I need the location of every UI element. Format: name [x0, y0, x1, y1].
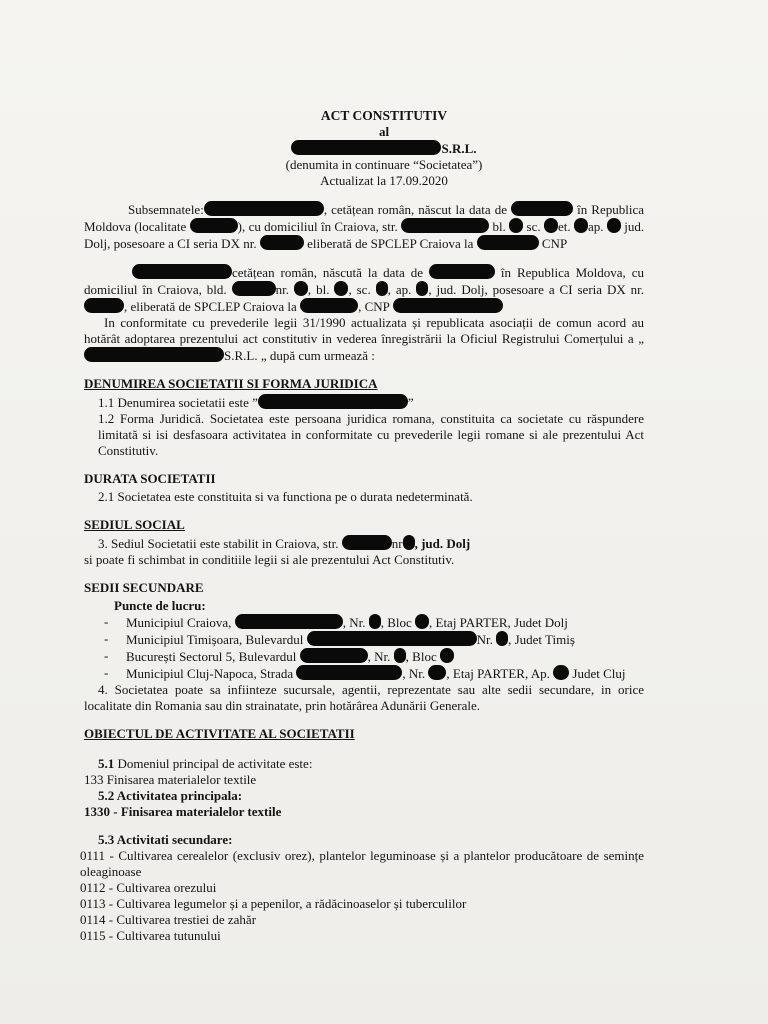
workpoint-text: , Nr. [402, 666, 426, 681]
redaction-mark [401, 218, 489, 233]
redaction-mark [544, 218, 558, 233]
redaction-mark [190, 218, 238, 233]
redaction-mark [509, 218, 523, 233]
list-dash: - [104, 631, 109, 646]
clause-text: Domeniul principal de activitate este: [117, 756, 313, 771]
section-5-heading: OBIECTUL DE ACTIVITATE AL SOCIETATII [84, 726, 355, 741]
redaction-mark [84, 347, 224, 362]
intro-text: domiciliul în Craiova, bld. [84, 282, 227, 297]
main-activity: 1330 - Finisarea materialelor textile [84, 804, 282, 819]
redaction-mark [376, 281, 388, 296]
intro-text: eliberată de SPCLEP Craiova la [307, 236, 474, 251]
redaction-mark [204, 201, 324, 216]
redaction-mark [232, 281, 276, 296]
clause-5-2: 5.2 Activitatea principala: [98, 788, 243, 803]
section-2-heading: DURATA SOCIETATII [84, 471, 216, 486]
intro-text: , bl. [307, 282, 330, 297]
redaction-mark [296, 665, 402, 680]
secondary-activities-list [80, 848, 644, 944]
workpoint-text: București Sectorul 5, Bulevardul [126, 649, 297, 664]
clause-text: 1.1 Denumirea societatii este ” [98, 395, 258, 410]
clause-text: 3. Sediul Societatii este stabilit in Craiova, str. [98, 536, 339, 551]
clause-1-2: 1.2 Forma Juridică. Societatea este persoana juridica romana, constituita ca societate cu răspundere limitată si isi desfasoara activitatea in conformitate cu prevederile legii romane si ale prezentului Act Constitutiv. [98, 411, 644, 458]
workpoint-text: Judet Cluj [572, 666, 626, 681]
redaction-mark [496, 631, 508, 646]
redaction-mark [235, 614, 343, 629]
intro-text: , jud. Dolj, posesoare a CI seria DX nr. [428, 282, 645, 297]
title-al: al [378, 124, 390, 139]
redaction-mark [291, 140, 441, 155]
intro-text: în Republica Moldova, cu [500, 265, 645, 280]
workpoint-text: , Etaj PARTER, Judet Dolj [429, 615, 568, 630]
workpoint-item [84, 631, 644, 648]
clause-2-1: 2.1 Societatea este constituita si va functiona pe o durata nedeterminată. [98, 489, 473, 504]
redaction-mark [334, 281, 348, 296]
workpoint-text: , Etaj PARTER, Ap. [446, 666, 550, 681]
redaction-mark [607, 218, 621, 233]
srl-suffix: S.R.L. [441, 141, 477, 156]
redaction-mark [84, 298, 124, 313]
workpoint-text: Municipiul Craiova, [126, 615, 232, 630]
intro-text: et. [557, 219, 571, 234]
section-1-heading: DENUMIREA SOCIETATII SI FORMA JURIDICA [84, 376, 378, 391]
workpoint-item [84, 614, 644, 631]
redaction-mark [369, 614, 381, 629]
document-header [124, 108, 644, 189]
agreement-paragraph [84, 315, 644, 364]
redaction-mark [342, 535, 392, 550]
clause-text: , jud. Dolj [414, 536, 471, 551]
activity-row: 0115 - Cultivarea tutunului [80, 928, 221, 943]
redaction-mark [300, 298, 358, 313]
redaction-mark [477, 235, 539, 250]
redaction-mark [440, 648, 454, 663]
intro-text: jud. [624, 219, 645, 234]
workpoint-text: Municipiul Timișoara, Bulevardul [126, 632, 304, 647]
section-3-heading: SEDIUL SOCIAL [84, 517, 185, 532]
workpoint-text: , Nr. [367, 649, 391, 664]
workpoint-text: , Bloc [405, 649, 437, 664]
workpoint-text: , Bloc [380, 615, 412, 630]
list-dash: - [104, 665, 109, 680]
workpoint-text: , Judet Timiș [508, 632, 575, 647]
redaction-mark [300, 648, 368, 663]
clause-3 [84, 535, 644, 552]
redaction-mark [574, 218, 588, 233]
intro-text: , sc. [348, 282, 371, 297]
intro-text: S.R.L. „ după cum urmează : [224, 348, 375, 363]
redaction-mark [258, 394, 408, 409]
redaction-mark [511, 201, 573, 216]
main-domain: 133 Finisarea materialelor textile [84, 772, 257, 787]
clause-3-continued: si poate fi schimbat in conditiile legii si ale prezentului Act Constitutiv. [84, 552, 455, 567]
intro-text: cetățean român, născută la data de [232, 265, 424, 280]
intro-text: , eliberată de SPCLEP Craiova la [124, 299, 297, 314]
intro-text: , CNP [358, 299, 390, 314]
intro-text: ), cu domiciliul în Craiova, str. [237, 219, 398, 234]
workpoints-subheading: Puncte de lucru: [114, 598, 206, 613]
workpoint-item [84, 648, 644, 665]
redaction-mark [416, 281, 428, 296]
redaction-mark [428, 665, 446, 680]
activity-row: 0112 - Cultivarea orezului [80, 880, 217, 895]
intro-text: , ap. [387, 282, 412, 297]
intro-text: (localitate [134, 219, 187, 234]
intro-text: In conformitate cu prevederile legii 31/1990 actualizata și republicata asociații de comun acord au hotărât adoptarea prezentului act constitutiv in vederea înregistrării la Oficiul Registrului Comerțului a [84, 315, 644, 346]
section-4-heading: SEDII SECUNDARE [84, 580, 204, 595]
list-dash: - [104, 614, 109, 629]
intro-text: „ [638, 331, 645, 346]
clause-text: ” [407, 395, 414, 410]
activity-row: 0113 - Cultivarea legumelor și a pepenilor, a rădăcinoaselor și tuberculilor [80, 896, 467, 911]
intro-text: în Republica Moldova [84, 202, 644, 234]
redaction-mark [393, 298, 503, 313]
workpoint-text: , Nr. [342, 615, 366, 630]
intro-subsemnatele: Subsemnatele: [128, 202, 204, 217]
intro-text: , cetățean român, născut la data de [323, 202, 507, 217]
clause-number: 5.1 [98, 756, 115, 771]
document-body [80, 108, 645, 944]
redaction-mark [553, 665, 569, 680]
intro-text: sc. [526, 219, 541, 234]
clause-text: nr [391, 536, 403, 551]
activity-row: 0111 - Cultivarea cerealelor (exclusiv orez), plantelor leguminoase și a plantelor producătoare de semințe oleaginoase [80, 848, 644, 879]
workpoint-item [84, 665, 644, 682]
list-dash: - [104, 648, 109, 663]
founder-2-paragraph [84, 264, 644, 315]
founder-1-paragraph [84, 201, 644, 252]
activity-row: 0114 - Cultivarea trestiei de zahăr [80, 912, 257, 927]
document-subtitle: (denumita in continuare “Societatea”) [285, 157, 483, 172]
redaction-mark [403, 535, 415, 550]
workpoint-text: Municipiul Cluj-Napoca, Strada [126, 666, 294, 681]
clause-4: 4. Societatea poate sa infiinteze sucursale, agentii, reprezentate sau alte sedii secundare, in orice localitate din Romania sau din strainatate, prin hotărârea Adunării Generale. [84, 682, 644, 713]
clause-5-1 [84, 756, 644, 772]
redaction-mark [294, 281, 308, 296]
clause-1-1 [84, 394, 644, 411]
redaction-mark [415, 614, 429, 629]
workpoint-text: Nr. [476, 632, 493, 647]
clause-5-3: 5.3 Activitati secundare: [98, 832, 233, 847]
document-title: ACT CONSTITUTIV [320, 108, 448, 123]
intro-text: Dolj, posesoare a CI seria DX nr. [84, 236, 257, 251]
intro-text: CNP [541, 236, 568, 251]
redaction-mark [307, 631, 477, 646]
intro-text: nr. [275, 282, 289, 297]
intro-text: bl. [492, 219, 506, 234]
redaction-mark [260, 235, 304, 250]
company-name-line [124, 140, 644, 157]
intro-text: ap. [587, 219, 604, 234]
update-date: Actualizat la 17.09.2020 [320, 173, 448, 188]
redaction-mark [394, 648, 406, 663]
redaction-mark [132, 264, 232, 279]
redaction-mark [429, 264, 495, 279]
workpoints-list [84, 614, 644, 682]
